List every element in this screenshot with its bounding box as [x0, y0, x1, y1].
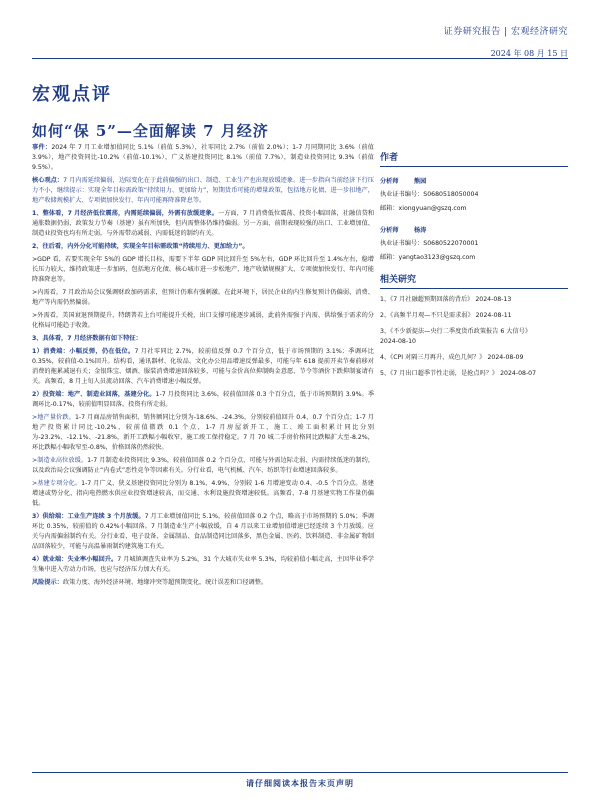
paragraph-event — [32, 143, 374, 173]
report-date: 2024 年 08 月 15 日 — [490, 49, 568, 58]
report-title: 如何“保 5”—全面解读 7 月经济 — [32, 122, 269, 140]
related-item-date: 2024-08-07 — [500, 370, 537, 377]
header-divider — [32, 58, 568, 59]
analyst-email[interactable]: 邮箱：xiongyuan@gszq.com — [380, 205, 467, 212]
supply-text: 7 月工业增加值同比 5.1%，较前值回落 0.2 个点，略高于市场预期的 5.0%；季调环比 0.35%，较前值的 0.42%小幅回落。7 月制造业生产小幅放缓，自 4 月以来工业增加值增速已经连续 3 个月放缓。应关与内需偏弱制约有关。分行业看，电子设备、金属制品、食品制造同比回落多，黑色金属、医药、饮料制造、非金属矿物制品回落较少，可能与高温暴雨制约建筑施工有关。 — [32, 513, 374, 550]
consumption-lead: 1）消费端：小幅反弹，仍在低位。 — [32, 348, 135, 355]
paragraph-employment — [32, 555, 374, 575]
related-item-title[interactable]: 4、《CPI 对隔三月再升，成色几何？》 — [380, 354, 486, 361]
analyst-name: 熊园 — [414, 178, 427, 185]
paragraph-gdp: >GDP 看，若要实现全年 5%的 GDP 增长目标，需要下半年 GDP 同比回升至 5%左右，GDP 环比回升至 1.4%左右，稳增长压力较大，维持政策进一步加码，包括地方化债、核心城市进一步松地产、地产收储规模扩大、专项债加快发行、年内可能降准降息等。 — [32, 256, 374, 283]
report-category: 宏观点评 — [32, 84, 112, 105]
paragraph-outlook — [32, 242, 374, 252]
analyst-role: 分析师 — [380, 227, 399, 234]
event-text: 2024 年 7 月工业增加值同比 5.1%（前值 5.3%），社零同比 2.7%（前值 2.0%）；1-7 月同期同比 3.6%（前值 3.9%），地产投资同比-10.2%（前值-10.1%），广义基建投资同比 8.1%（前值 7.7%），制造业投资同比 9.3%（前值 9.5%）。 — [32, 144, 374, 171]
employment-lead: 4）就业端：失业率小幅回升。 — [32, 556, 118, 563]
overall-lead: 1、整体看，7 月经济低位震荡，内需延续偏弱，外需有放缓迹象。 — [32, 210, 219, 217]
analyst-name: 杨涛 — [414, 227, 427, 234]
core-view-text: 7 月内需延续偏弱，边际变化在于此前偏强的出口、制造、工业生产也出现放缓迹象。进一步指向当前经济下行压力不小，继续提示：实现全年目标需政策“持续用力、更加给力”，短期货币可能的增量政策，包括地方化债、进一步扣地产，地产收储规模扩大、专项债加快发行、年内可能再降准降息等。 — [32, 177, 374, 204]
footer-divider — [32, 772, 568, 773]
risk-text: 政策力度、海外经济环境、地缘冲突等超预期变化，统计误差和口径调整。 — [62, 579, 268, 586]
report-header — [444, 24, 568, 59]
related-item-title[interactable]: 3、《不少新提法—央行二季度货币政策报告 6 大信号》 — [380, 328, 532, 335]
related-item-date: 2024-08-13 — [475, 296, 512, 303]
analyst-license: 执业证书编号：S0680522070001 — [380, 240, 479, 247]
core-view-lead: 核心观点： — [32, 177, 64, 184]
related-item-date: 2024-08-09 — [487, 354, 524, 361]
report-type: 证券研究报告 | 宏观经济研究 — [443, 27, 568, 37]
infrastructure-text: 1-7 月广义、狭义基建投资同比分别为 8.1%、4.9%，分别较 1-6 月增速变动 0.4、-0.5 个百分点。基建增速或势分化，指向电热燃水供应业投资增速较高，而交通、水利设施投资增速较低。高频看，7-8 月基建实物工作量仍偏低。 — [32, 480, 374, 507]
infrastructure-lead: >基建专项分化。 — [32, 480, 82, 487]
related-item[interactable] — [380, 311, 568, 321]
paragraph-manufacturing — [32, 456, 374, 476]
related-item-title[interactable]: 1、《7 月社融超预期回落的背后》 — [380, 296, 474, 303]
paragraph-property — [32, 413, 374, 453]
investment-text: 1-7 月投资同比 3.6%，较前值回落 0.3 个百分点，低于市场预期的 3.9%。季调环比-0.17%，较前值明显回落。投资有所走弱。 — [32, 391, 375, 408]
related-item-title[interactable]: 5、《7 月出口超季节性走弱，是抢点吗？》 — [380, 370, 499, 377]
paragraph-domestic: >内需看，7 月政治局会议强调财政加码需求，但预计仍难有强刺激。在此环境下，居民企业的内生修复预计仍偏弱，消费、地产等内需仍然偏弱。 — [32, 289, 374, 306]
analyst-email[interactable]: 邮箱：yangtao3123@gszq.com — [380, 254, 476, 261]
outlook-lead: 2、往后看，内外分化可能持续，实现全年目标需政策“持续用力、更加给力”。 — [32, 243, 249, 250]
property-lead: >地产量价跌。 — [32, 414, 75, 421]
consumption-text: 7 月社零同比 2.7%，较前值反弹 0.7 个百分点，低于市场预期的 3.1%；季调环比 0.35%，较前值-0.1%回升。结构看，通讯器材、化妆品、文化办公用品增速反弹最多，可能与年 618 提前开卖节奏前移对消费的拖累减退有关；金银珠宝、烟酒、服装消费增速回落较多，可能与金价高位抑制购金意愿、节令等酒价下跌抑制宴请有关。高频看，8 月上旬人员流动回落、汽车消费增速小幅反弹。 — [32, 348, 374, 385]
related-item[interactable] — [380, 353, 568, 363]
related-item-date: 2024-08-10 — [380, 338, 416, 345]
overall-text: 一方面，7 月消费低位震荡、投资小幅回落，社融信贷和通胀数据仍弱，政策发力节奏（基建）虽有所加快，但内需整体仍维持偏弱。另一方面，前期表现较强的出口、工业增加值、制造业投资也均有所走弱，与外需带动减弱、内需低迷的制约有关。 — [32, 210, 375, 237]
paragraph-external: >外需看，美国衰退预期提升，特朗普若上台可能提升关税，出口支撑可能逐步减弱，此前外需强于内需、供给强于需求的分化格局可能趋于收敛。 — [32, 312, 374, 329]
authors-heading: 作者 — [380, 150, 568, 167]
employment-text: 7 月城镇调查失业率为 5.2%，31 个大城市失业率 5.3%，均较前值小幅走高，主因毕业季学生集中进入劳动力市场，也应与经济压力加大有关。 — [32, 556, 374, 573]
related-item[interactable] — [380, 369, 568, 379]
supply-lead: 3）供给端：工业生产连续 3 个月放缓。 — [32, 513, 145, 520]
paragraph-supply — [32, 512, 374, 552]
paragraph-overall — [32, 209, 374, 239]
analyst-role: 分析师 — [380, 178, 399, 185]
related-item-title[interactable]: 2、《高频半月观—不只是需求弱》 — [380, 312, 474, 319]
manufacturing-lead: >制造业高位放缓。 — [32, 457, 88, 464]
footer-disclaimer: 请仔细阅读本报告末页声明 — [246, 778, 354, 788]
analyst-card-2 — [380, 222, 568, 265]
sidebar — [380, 143, 568, 379]
analyst-card-1 — [380, 173, 568, 216]
property-text: 1-7 月商品房销售面积、销售额同比分别为-18.6%、-24.3%，分别较前值回升 0.4、0.7 个百分点；1-7 月地产投资累计同比-10.2%，较前值微跌 0.1 个点，1-7 月房屋新开工、施工、竣工面积累计同比分别为-23.2%、-12.1%、-21.8%，新开工跌幅小幅收窄，施工竣工保持稳定。7 月 70 城二手房价格同比跌幅扩大至-8.2%，环比跌幅小幅收窄至-0.8%，价格回落仍然较快。 — [32, 414, 374, 451]
paragraph-risk — [32, 578, 374, 588]
paragraph-core-view — [32, 176, 374, 206]
related-item[interactable] — [380, 327, 568, 347]
report-body — [32, 143, 374, 591]
paragraph-specifics — [32, 334, 374, 344]
related-item-date: 2024-08-11 — [475, 312, 512, 319]
related-research-heading: 相关研究 — [380, 272, 568, 289]
manufacturing-text: 1-7 月制造业投资同比 9.3%，较前值回落 0.2 个百分点，可能与外需边际走弱、内需持续低迷的制约，以及政治局会议强调防止“内卷式”恶性竞争等因素有关。分行业看，电气机械、汽车、纺织等行业增速回落较多。 — [32, 457, 375, 474]
event-lead: 事件： — [32, 144, 52, 151]
paragraph-infrastructure — [32, 479, 374, 509]
analyst-license: 执业证书编号：S0680518050004 — [380, 191, 479, 198]
paragraph-investment — [32, 390, 374, 410]
risk-lead: 风险提示： — [32, 579, 63, 586]
specifics-lead: 3、具体看，7 月经济数据有如下特征： — [32, 335, 142, 342]
investment-lead: 2）投资端：地产、制造业回落，基建分化。 — [32, 391, 156, 398]
paragraph-consumption — [32, 347, 374, 387]
related-item[interactable] — [380, 295, 568, 305]
